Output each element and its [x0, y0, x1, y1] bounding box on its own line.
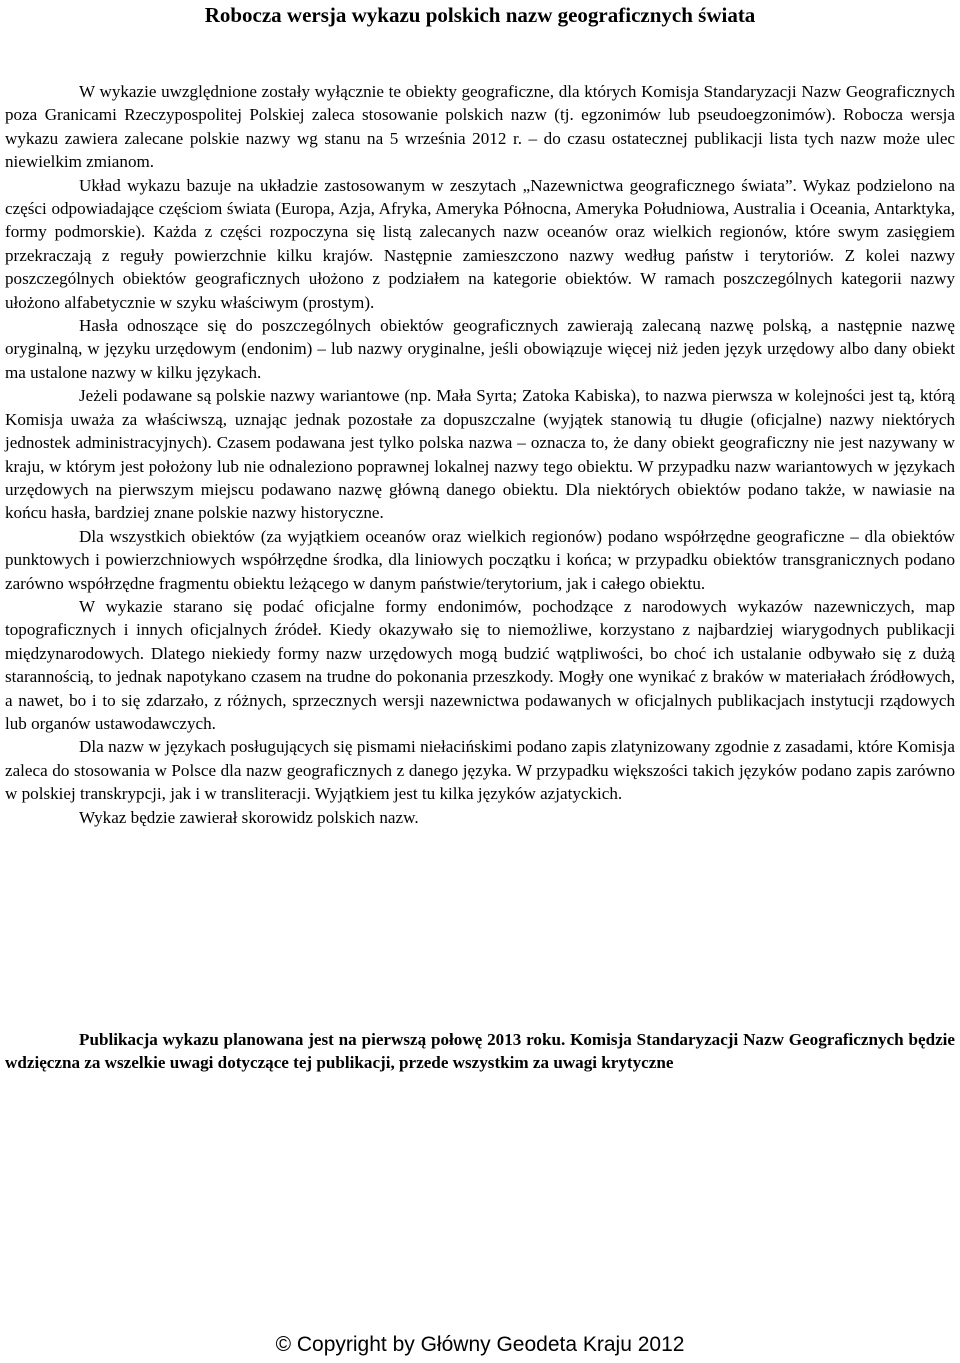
page-title: Robocza wersja wykazu polskich nazw geograficznych świata — [204, 3, 756, 27]
paragraph-sources: W wykazie starano się podać oficjalne formy endonimów, pochodzące z narodowych wykazów nazewniczych, map topograficznych i innych oficjalnych źródeł. Kiedy okazywało się to niemożliwe, korzystano z najbardziej wiarygodnych publikacji międzynarodowych. Dlatego niekiedy formy nazw urzędowych mogą budzić wątpliwości, bo choć ich ustalanie odbywało się z dużą starannością, to jednak napotykano czasem na trudne do pokonania przeszkody. Mogły one wynikać z braków w materiałach źródłowych, a nawet, bo i to się zdarzało, z różnych, sprzecznych wersji nazewnictwa podawanych w oficjalnych publikacjach instytucji rządowych lub organów ustawodawczych. — [5, 596, 955, 733]
paragraph-index: Wykaz będzie zawierał skorowidz polskich nazw. — [79, 807, 419, 827]
paragraph-coordinates: Dla wszystkich obiektów (za wyjątkiem oceanów oraz wielkich regionów) podano współrzędne geograficzne – dla obiektów punktowych i powierzchniowych współrzędne środka, dla liniowych początku i końca; w przypadku obiektów transgranicznych podano zarówno współrzędne fragmentu obiektu leżącego w danym państwie/terytorium, jak i całego obiektu. — [5, 526, 955, 593]
paragraph-intro: W wykazie uwzględnione zostały wyłącznie te obiekty geograficzne, dla których Komisja Standaryzacji Nazw Geograficznych poza Granicami Rzeczypospolitej Polskiej zaleca stosowanie polskich nazw (tj. egzonimów lub pseudoegzonimów). Robocza wersja wykazu zawiera zalecane polskie nazwy wg stanu na 5 września 2012 r. – do czasu ostatecznej publikacji lista tych nazw może ulec niewielkim zmianom. — [5, 82, 955, 172]
document-body — [5, 80, 955, 829]
paragraph-entries: Hasła odnoszące się do poszczególnych obiektów geograficznych zawierają zalecaną nazwę polską, a następnie nazwę oryginalną, w języku urzędowym (endonim) – lub nazwy oryginalne, jeśli obowiązuje więcej niż jeden język urzędowy albo dany obiekt ma ustalone nazwy w kilku językach. — [5, 316, 955, 382]
paragraph-romanization: Dla nazw w językach posługujących się pismami niełacińskimi podano zapis zlatynizowany zgodnie z zasadami, które Komisja zaleca do stosowania w Polsce dla nazw geograficznych z danego języka. W przypadku większości takich języków podano zapis zarówno w polskiej transkrypcji, jak i w transliteracji. Wyjątkiem jest tu kilka języków azjatyckich. — [5, 737, 955, 804]
paragraph-layout: Układ wykazu bazuje na układzie zastosowanym w zeszytach „Nazewnictwa geograficznego świata”. Wykaz podzielono na części odpowiadające częściom świata (Europa, Azja, Afryka, Ameryka Północna, Ameryka Południowa, Australia i Oceania, Antarktyka, formy podmorskie). Każda z części rozpoczyna się listą zalecanych nazw oceanów oraz wielkich regionów, które swym zasięgiem przekraczają z reguły powierzchnie kilku krajów. Następnie zamieszczono nazwy według państw i terytoriów. Z kolei nazwy poszczególnych obiektów geograficznych ułożono z podziałem na kategorie obiektów. W ramach poszczególnych kategorii nazwy ułożono alfabetycznie w szyku właściwym (prostym). — [5, 175, 955, 312]
closing-note: Publikacja wykazu planowana jest na pierwszą połowę 2013 roku. Komisja Standaryzacji Nazw Geograficznych będzie wdzięczna za wszelkie uwagi dotyczące tej publikacji, przede wszystkim za uwagi krytyczne — [5, 1030, 955, 1073]
paragraph-variants: Jeżeli podawane są polskie nazwy wariantowe (np. Mała Syrta; Zatoka Kabiska), to nazwa pierwsza w kolejności jest tą, którą Komisja uważa za właściwszą, uznając jednak pozostałe za dopuszczalne (wyjątek stanowią tu długie (oficjalne) nazwy niektórych jednostek administracyjnych). Czasem podawana jest tylko polska nazwa – oznacza to, że dany obiekt geograficzny nie jest nazywany w kraju, w którym jest położony lub nie odnaleziono poprawnej lokalnej nazwy tego obiektu. W przypadku nazw wariantowych w językach urzędowych na pierwszym miejscu podawano nazwę główną danego obiektu. Dla niektórych obiektów podano także, w nawiasie na końcu hasła, bardziej znane polskie nazwy historyczne. — [5, 386, 955, 523]
copyright-footer: © Copyright by Główny Geodeta Kraju 2012 — [275, 1333, 685, 1356]
